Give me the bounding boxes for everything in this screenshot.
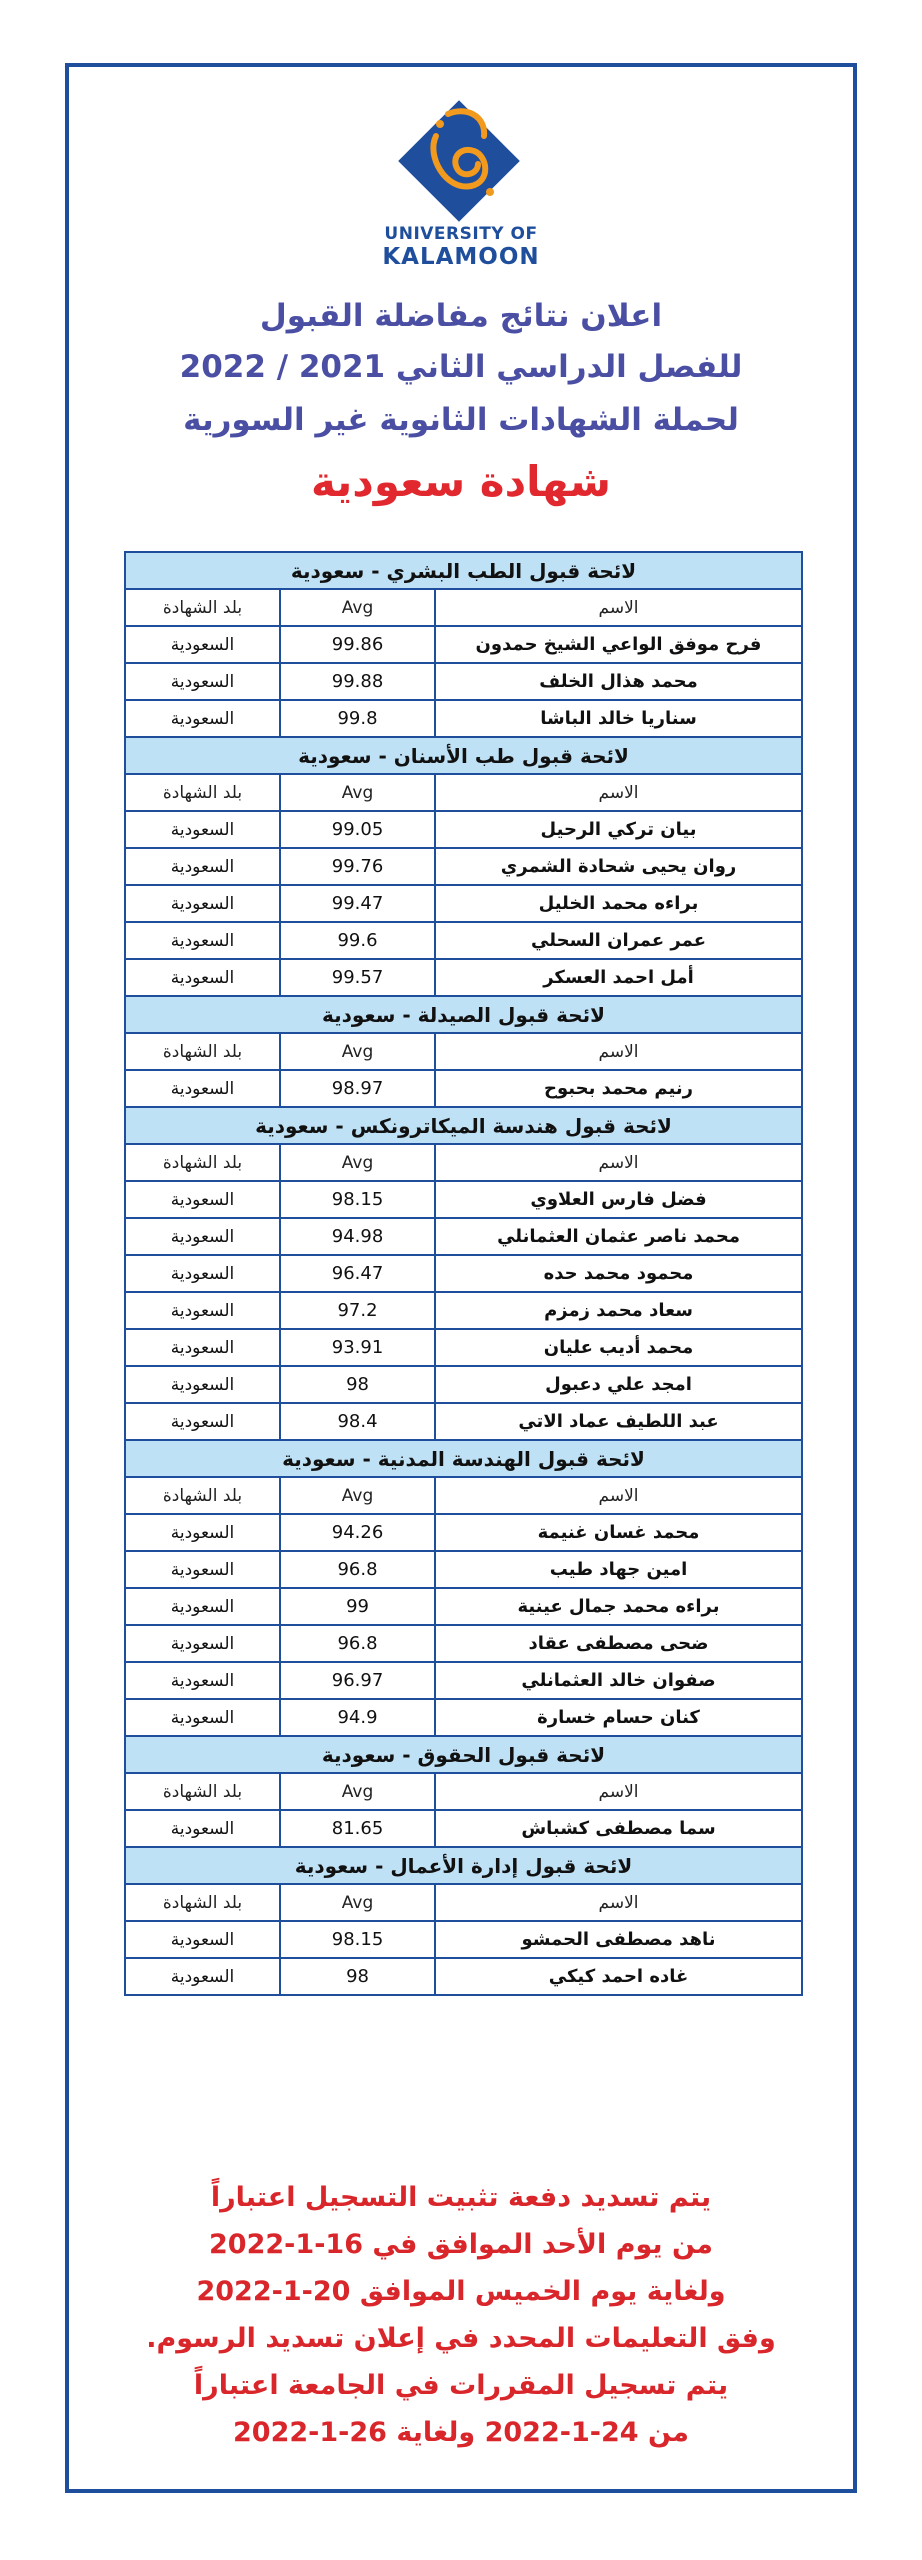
student-average: 94.26 xyxy=(280,1514,435,1551)
student-name: محمد أديب عليان xyxy=(435,1329,802,1366)
notice-line: من 24-1-2022 ولغاية 26-1-2022 xyxy=(233,2417,689,2448)
certificate-country: السعودية xyxy=(125,848,280,885)
table-row xyxy=(125,848,802,885)
certificate-country: السعودية xyxy=(125,626,280,663)
certificate-country: السعودية xyxy=(125,1292,280,1329)
table-row xyxy=(125,1625,802,1662)
student-name: بيان تركي الرحيل xyxy=(435,811,802,848)
table-row xyxy=(125,1810,802,1847)
table-row xyxy=(125,1588,802,1625)
student-average: 99.6 xyxy=(280,922,435,959)
student-name: براءه محمد الخليل xyxy=(435,885,802,922)
student-name: سما مصطفى كشباش xyxy=(435,1810,802,1847)
column-header-avg: Avg xyxy=(280,1033,435,1070)
certificate-country: السعودية xyxy=(125,1958,280,1995)
certificate-country: السعودية xyxy=(125,811,280,848)
table-row xyxy=(125,1662,802,1699)
student-name: روان يحيى شحادة الشمري xyxy=(435,848,802,885)
column-header-avg: Avg xyxy=(280,1884,435,1921)
section-title: لائحة قبول الهندسة المدنية - سعودية xyxy=(125,1440,802,1477)
certificate-country: السعودية xyxy=(125,1625,280,1662)
column-header-country: بلد الشهادة xyxy=(125,1773,280,1810)
student-average: 99.57 xyxy=(280,959,435,996)
semester-line: للفصل الدراسي الثاني 2021 / 2022 xyxy=(179,349,743,385)
certificate-country: السعودية xyxy=(125,885,280,922)
table-row xyxy=(125,1292,802,1329)
student-average: 99.76 xyxy=(280,848,435,885)
table-row xyxy=(125,1181,802,1218)
column-header-country: بلد الشهادة xyxy=(125,1477,280,1514)
table-row xyxy=(125,1403,802,1440)
column-header-country: بلد الشهادة xyxy=(125,1033,280,1070)
student-average: 98.97 xyxy=(280,1070,435,1107)
student-average: 99.88 xyxy=(280,663,435,700)
student-name: براءه محمد جمال عينية xyxy=(435,1588,802,1625)
column-header-name: الاسم xyxy=(435,1033,802,1070)
certificate-country: السعودية xyxy=(125,1403,280,1440)
certificate-country: السعودية xyxy=(125,1810,280,1847)
student-average: 98.15 xyxy=(280,1921,435,1958)
certificate-country: السعودية xyxy=(125,1181,280,1218)
column-header-name: الاسم xyxy=(435,1144,802,1181)
student-average: 93.91 xyxy=(280,1329,435,1366)
column-header-country: بلد الشهادة xyxy=(125,774,280,811)
certificate-country: السعودية xyxy=(125,1699,280,1736)
table-row xyxy=(125,700,802,737)
table-row xyxy=(125,626,802,663)
student-average: 96.8 xyxy=(280,1625,435,1662)
notice-line: من يوم الأحد الموافق في 16-1-2022 xyxy=(209,2229,713,2260)
announcement-title: اعلان نتائج مفاضلة القبول xyxy=(259,298,663,334)
certificate-country: السعودية xyxy=(125,1514,280,1551)
student-name: ناهد مصطفى الحمشو xyxy=(435,1921,802,1958)
column-header-row xyxy=(125,1773,802,1810)
certificate-country: السعودية xyxy=(125,1366,280,1403)
student-name: أمل احمد العسكر xyxy=(435,959,802,996)
column-header-avg: Avg xyxy=(280,774,435,811)
certificate-country: السعودية xyxy=(125,922,280,959)
table-row xyxy=(125,922,802,959)
notice-line: يتم تسجيل المقررات في الجامعة اعتباراً xyxy=(193,2370,729,2401)
column-header-row xyxy=(125,1033,802,1070)
section-title: لائحة قبول إدارة الأعمال - سعودية xyxy=(125,1847,802,1884)
column-header-name: الاسم xyxy=(435,1477,802,1514)
student-average: 96.8 xyxy=(280,1551,435,1588)
table-row xyxy=(125,1921,802,1958)
certificate-country: السعودية xyxy=(125,1070,280,1107)
column-header-avg: Avg xyxy=(280,1773,435,1810)
registration-notice xyxy=(90,2174,832,2456)
certificate-country: السعودية xyxy=(125,1921,280,1958)
student-average: 94.98 xyxy=(280,1218,435,1255)
certificate-country: السعودية xyxy=(125,1329,280,1366)
column-header-name: الاسم xyxy=(435,589,802,626)
section-header-row xyxy=(125,552,802,589)
notice-line: يتم تسديد دفعة تثبيت التسجيل اعتباراً xyxy=(210,2182,712,2213)
table-row xyxy=(125,663,802,700)
table-row xyxy=(125,885,802,922)
column-header-avg: Avg xyxy=(280,589,435,626)
notice-line: ولغاية يوم الخميس الموافق 20-1-2022 xyxy=(196,2276,726,2307)
column-header-country: بلد الشهادة xyxy=(125,1884,280,1921)
logo-text-line1: UNIVERSITY OF xyxy=(384,224,538,244)
table-row xyxy=(125,1699,802,1736)
student-average: 97.2 xyxy=(280,1292,435,1329)
student-average: 99.05 xyxy=(280,811,435,848)
student-average: 98 xyxy=(280,1958,435,1995)
column-header-name: الاسم xyxy=(435,774,802,811)
student-name: امجد علي دعبول xyxy=(435,1366,802,1403)
section-header-row xyxy=(125,996,802,1033)
student-name: عبد اللطيف عماد الاتي xyxy=(435,1403,802,1440)
student-average: 96.47 xyxy=(280,1255,435,1292)
section-header-row xyxy=(125,1440,802,1477)
section-title: لائحة قبول الحقوق - سعودية xyxy=(125,1736,802,1773)
section-title: لائحة قبول الطب البشري - سعودية xyxy=(125,552,802,589)
student-name: فرح موفق الواعي الشيخ حمدون xyxy=(435,626,802,663)
table-row xyxy=(125,1070,802,1107)
table-row xyxy=(125,1958,802,1995)
audience-line: لحملة الشهادات الثانوية غير السورية xyxy=(183,402,739,438)
table-row xyxy=(125,959,802,996)
table-row xyxy=(125,811,802,848)
student-average: 94.9 xyxy=(280,1699,435,1736)
table-row xyxy=(125,1514,802,1551)
student-name: محمود محمد حده xyxy=(435,1255,802,1292)
student-average: 99 xyxy=(280,1588,435,1625)
student-average: 99.8 xyxy=(280,700,435,737)
column-header-row xyxy=(125,1477,802,1514)
section-header-row xyxy=(125,1847,802,1884)
column-header-name: الاسم xyxy=(435,1773,802,1810)
column-header-country: بلد الشهادة xyxy=(125,589,280,626)
column-header-country: بلد الشهادة xyxy=(125,1144,280,1181)
student-average: 81.65 xyxy=(280,1810,435,1847)
student-average: 98 xyxy=(280,1366,435,1403)
student-average: 99.47 xyxy=(280,885,435,922)
student-average: 98.4 xyxy=(280,1403,435,1440)
column-header-avg: Avg xyxy=(280,1477,435,1514)
section-header-row xyxy=(125,1107,802,1144)
student-name: سعاد محمد زمزم xyxy=(435,1292,802,1329)
student-name: ضحى مصطفى عقاد xyxy=(435,1625,802,1662)
column-header-name: الاسم xyxy=(435,1884,802,1921)
student-name: امين جهاد طيب xyxy=(435,1551,802,1588)
certificate-country: السعودية xyxy=(125,1662,280,1699)
section-title: لائحة قبول هندسة الميكاترونكس - سعودية xyxy=(125,1107,802,1144)
table-row xyxy=(125,1255,802,1292)
student-name: غاده احمد كيكي xyxy=(435,1958,802,1995)
section-title: لائحة قبول الصيدلة - سعودية xyxy=(125,996,802,1033)
certificate-country: السعودية xyxy=(125,959,280,996)
student-name: رنيم محمد بحبوح xyxy=(435,1070,802,1107)
student-average: 98.15 xyxy=(280,1181,435,1218)
notice-line: وفق التعليمات المحدد في إعلان تسديد الرسوم. xyxy=(146,2323,776,2354)
table-row xyxy=(125,1218,802,1255)
results-table xyxy=(124,551,803,1996)
certificate-country: السعودية xyxy=(125,663,280,700)
column-header-row xyxy=(125,589,802,626)
student-name: فضل فارس العلاوي xyxy=(435,1181,802,1218)
column-header-row xyxy=(125,1884,802,1921)
university-logo xyxy=(366,96,556,274)
certificate-country: السعودية xyxy=(125,1218,280,1255)
certificate-type: شهادة سعودية xyxy=(311,457,611,506)
certificate-country: السعودية xyxy=(125,1588,280,1625)
student-name: محمد ناصر عثمان العثمانلي xyxy=(435,1218,802,1255)
student-average: 99.86 xyxy=(280,626,435,663)
column-header-row xyxy=(125,774,802,811)
section-header-row xyxy=(125,737,802,774)
logo-text-line2: KALAMOON xyxy=(382,244,540,270)
logo-emblem xyxy=(366,96,556,226)
student-name: سناريا خالد الباشا xyxy=(435,700,802,737)
table-row xyxy=(125,1366,802,1403)
certificate-country: السعودية xyxy=(125,1255,280,1292)
section-title: لائحة قبول طب الأسنان - سعودية xyxy=(125,737,802,774)
certificate-country: السعودية xyxy=(125,700,280,737)
certificate-country: السعودية xyxy=(125,1551,280,1588)
table-row xyxy=(125,1551,802,1588)
student-name: كنان حسام خسارة xyxy=(435,1699,802,1736)
section-header-row xyxy=(125,1736,802,1773)
student-name: عمر عمران السحلي xyxy=(435,922,802,959)
student-name: محمد غسان غنيمة xyxy=(435,1514,802,1551)
student-name: صفوان خالد العثمانلي xyxy=(435,1662,802,1699)
table-row xyxy=(125,1329,802,1366)
student-average: 96.97 xyxy=(280,1662,435,1699)
student-name: محمد هذال الخلف xyxy=(435,663,802,700)
column-header-avg: Avg xyxy=(280,1144,435,1181)
column-header-row xyxy=(125,1144,802,1181)
